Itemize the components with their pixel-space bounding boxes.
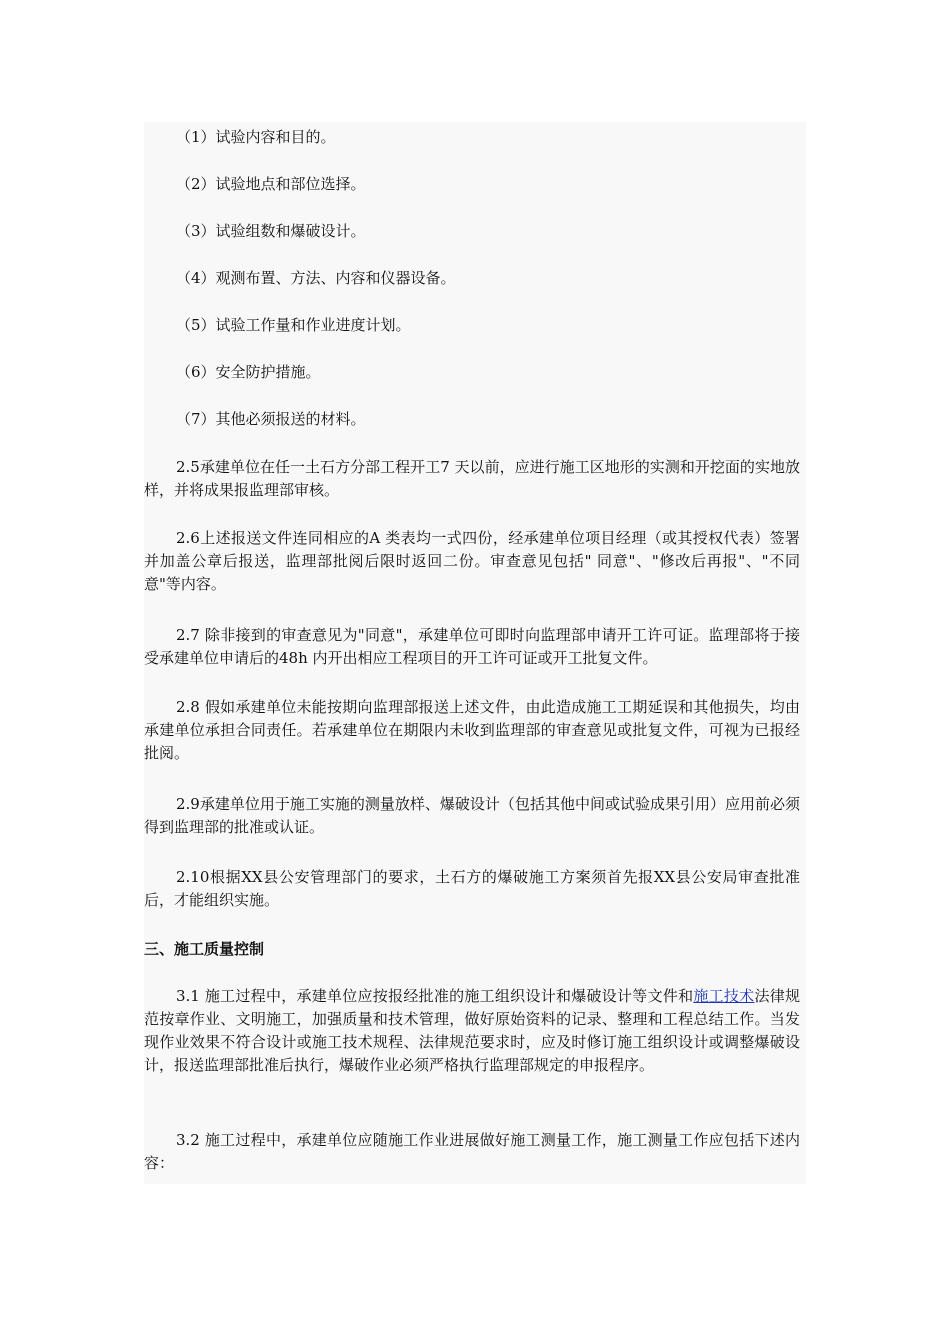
paragraph-3-1: [144, 985, 800, 1077]
list-item: （2）试验地点和部位选择。: [176, 175, 366, 193]
list-item: （7）其他必须报送的材料。: [176, 410, 366, 428]
list-item: （3）试验组数和爆破设计。: [176, 222, 366, 240]
paragraph-3-1-text-a: 3.1 施工过程中，承建单位应按报经批准的施工组织设计和爆破设计等文件和: [176, 987, 694, 1005]
list-item: （5）试验工作量和作业进度计划。: [176, 316, 411, 334]
paragraph-3-2: 3.2 施工过程中，承建单位应随施工作业进展做好施工测量工作，施工测量工作应包括下述内容：: [144, 1131, 800, 1172]
section-heading: 三、施工质量控制: [144, 940, 265, 958]
list-item: （6）安全防护措施。: [176, 363, 321, 381]
paragraph-2-8: 2.8 假如承建单位未能按期向监理部报送上述文件，由此造成施工工期延误和其他损失，均由承建单位承担合同责任。若承建单位在期限内未收到监理部的审查意见或批复文件，可视为已报经批阅。: [144, 698, 800, 762]
paragraph-2-10: 2.10根据XX县公安管理部门的要求，土石方的爆破施工方案须首先报XX县公安局审查批准后，才能组织实施。: [144, 868, 800, 909]
list-item: （1）试验内容和目的。: [176, 128, 336, 146]
construction-tech-link[interactable]: 施工技术: [693, 987, 755, 1005]
paragraph-2-9: 2.9承建单位用于施工实施的测量放样、爆破设计（包括其他中间或试验成果引用）应用前必须得到监理部的批准或认证。: [144, 795, 800, 836]
paragraph-2-6: 2.6上述报送文件连同相应的A 类表均一式四份，经承建单位项目经理（或其授权代表）签署并加盖公章后报送，监理部批阅后限时返回二份。审查意见包括" 同意"、"修改后再报"、"不同意"等内容。: [144, 529, 800, 593]
document-page: [144, 122, 806, 1184]
paragraph-2-7: 2.7 除非接到的审查意见为"同意"，承建单位可即时向监理部申请开工许可证。监理部将于接受承建单位申请后的48h 内开出相应工程项目的开工许可证或开工批复文件。: [144, 626, 800, 667]
paragraph-3-1-text-b: 法律规范按章作业、文明施工，加强质量和技术管理，做好原始资料的记录、整理和工程总结工作。当发现作业效果不符合设计或施工技术规程、法律规范要求时，应及时修订施工组织设计或调整爆破设计，报送监理部批准后执行，爆破作业必须严格执行监理部规定的申报程序。: [144, 987, 800, 1074]
list-item: （4）观测布置、方法、内容和仪器设备。: [176, 269, 456, 287]
paragraph-2-5: 2.5承建单位在任一土石方分部工程开工7 天以前，应进行施工区地形的实测和开挖面的实地放样，并将成果报监理部审核。: [144, 458, 800, 499]
